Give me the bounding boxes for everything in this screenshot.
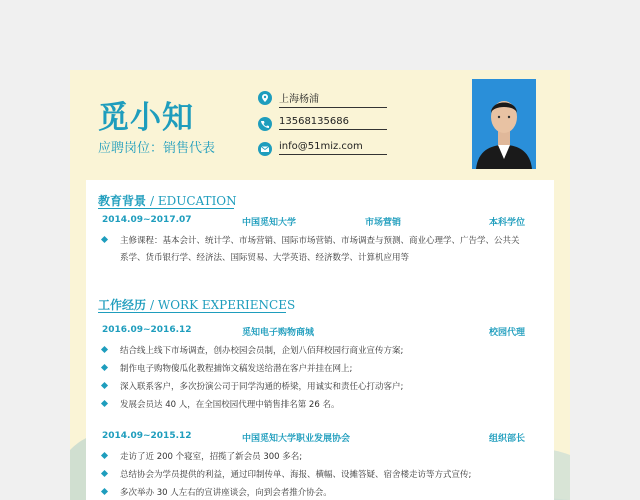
- edu-degree: 本科学位: [489, 218, 526, 228]
- job-role: 组织部长: [489, 434, 526, 444]
- education-heading: [98, 192, 237, 209]
- education-title-cn: 教育背景: [98, 194, 147, 208]
- location-pin-icon: [258, 91, 272, 105]
- education-underline: [98, 208, 234, 209]
- diamond-bullet-icon: [101, 452, 108, 459]
- diamond-bullet-icon: [101, 236, 108, 243]
- resume-sheet: [70, 70, 570, 500]
- job-company: 觅知电子购物商城: [242, 328, 315, 338]
- diamond-bullet-icon: [101, 346, 108, 353]
- diamond-bullet-icon: [101, 382, 108, 389]
- edu-period: 2014.09~2017.07: [102, 215, 192, 225]
- candidate-name: 觅小知: [98, 100, 194, 136]
- job-title: 应聘岗位：销售代表: [98, 141, 216, 156]
- content-panel: 教育背景 / EDUCATION 2014.09~2017.07 中国觅知大学 市场营销 本科学位 主修课程：基本会计、统计学、市场营销、国际市场营销、市场调查与预测、商业心理学、广告学、公共关 系学、货币银行学、经济法、国际贸易、大学英语、经济数学、计算机应用等 工作经历 / WORK EXPERIENCES 2016.09~2016.12 觅知电子购物商城 校园代理 结合线上线下市场调查，创办校园会员制，企划八佰拜校园行商业宣传方案; 制作电子购物傻瓜化教程捕饰文稿发送给潜在客户并挂在网上; 深入联系客户，多次扮演公司于同学沟通的桥梁，用诚实和责任心打动客户; 发展会员达 40 人，在全国校园代理中销售排名第 26 名。 2014.09~2015.12 中国觅知大学职业发展协会 组织部长 走访了近 200 个寝室，招揽了新会员 300 多名; 总结协会为学员提供的利益，通过印制传单、海报、横幅、设摊答疑、宿舍楼走访等方式宣传; 多次举办 30 人左右的宣讲座谈会，向到会者推介协会。: [86, 180, 554, 500]
- phone-icon: [258, 117, 272, 131]
- work-title-en: / WORK EXPERIENCES: [150, 298, 296, 312]
- phone-value: 13568135686: [279, 116, 387, 130]
- diamond-bullet-icon: [101, 488, 108, 495]
- job-period: 2016.09~2016.12: [102, 325, 192, 335]
- work-heading: [98, 296, 295, 313]
- edu-school: 中国觅知大学: [242, 218, 297, 228]
- education-title-en: / EDUCATION: [150, 194, 237, 208]
- email-icon: [258, 142, 272, 156]
- job-company: 中国觅知大学职业发展协会: [242, 434, 351, 444]
- diamond-bullet-icon: [101, 364, 108, 371]
- edu-major: 市场营销: [365, 218, 402, 228]
- work-underline: [98, 312, 286, 313]
- email-value: info@51miz.com: [279, 141, 387, 155]
- job-period: 2014.09~2015.12: [102, 431, 192, 441]
- work-title-cn: 工作经历: [98, 298, 147, 312]
- diamond-bullet-icon: [101, 400, 108, 407]
- profile-photo: [472, 79, 536, 169]
- location-value: 上海杨浦: [279, 90, 387, 108]
- diamond-bullet-icon: [101, 470, 108, 477]
- job-role: 校园代理: [489, 328, 526, 338]
